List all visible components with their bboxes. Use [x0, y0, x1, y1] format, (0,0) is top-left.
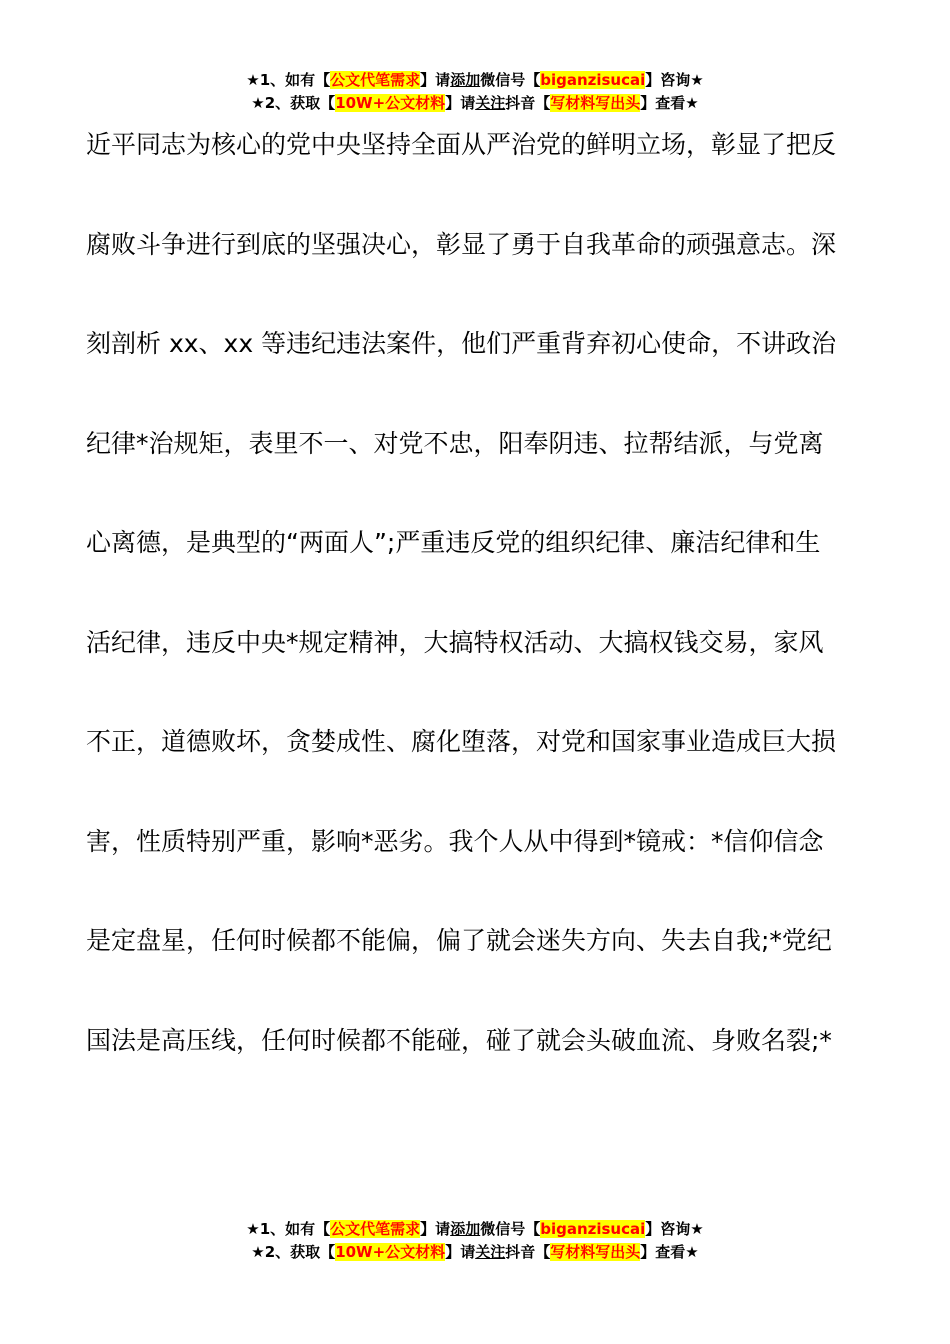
- body-line: 心离德，是典型的“两面人”;严重违反党的组织纪律、廉洁纪律和生: [86, 528, 821, 557]
- body-line: 害，性质特别严重，影响*恶劣。我个人从中得到*镜戒：*信仰信念: [86, 826, 824, 856]
- body-line: 腐败斗争进行到底的坚强决心，彰显了勇于自我革命的顽强意志。深: [86, 229, 837, 259]
- footer-line-2-mid2: 抖音【: [505, 1243, 551, 1261]
- header-line-2-mid: 】请: [445, 94, 476, 112]
- header-line-1-suffix: 】咨询★: [645, 71, 704, 89]
- body-line: 近平同志为核心的党中央坚持全面从严治党的鲜明立场，彰显了把反: [86, 130, 837, 159]
- footer-line-2-prefix: ★2、获取【: [251, 1243, 336, 1261]
- add-underlined-text: 添加: [450, 1220, 481, 1238]
- body-line: 不正，道德败坏，贪婪成性、腐化堕落，对党和国家事业造成巨大损: [86, 727, 837, 756]
- header-line-2: [0, 92, 950, 115]
- body-line: 国法是高压线，任何时候都不能碰，碰了就会头破血流、身败名裂;*: [86, 1025, 832, 1055]
- footer-line-1-suffix: 】咨询★: [645, 1220, 704, 1238]
- wechat-id-highlight: biganzisucai: [540, 71, 646, 89]
- service-request-highlight: 公文代笔需求: [330, 71, 421, 89]
- materials-highlight: 10W+公文材料: [335, 94, 446, 112]
- body-line: 纪律*治规矩，表里不一、对党不忠，阳奉阴违、拉帮结派，与党离: [86, 428, 824, 458]
- follow-underlined-text: 关注: [475, 94, 506, 112]
- header-line-1-prefix: ★1、如有【: [246, 71, 331, 89]
- footer-line-2-mid: 】请: [445, 1243, 476, 1261]
- footer-line-1-mid: 】请: [420, 1220, 451, 1238]
- footer-banner: [0, 1218, 950, 1264]
- douyin-account-highlight: 写材料写出头: [550, 1243, 641, 1261]
- materials-highlight: 10W+公文材料: [335, 1243, 446, 1261]
- body-line: 活纪律，违反中央*规定精神，大搞特权活动、大搞权钱交易，家风: [86, 627, 824, 657]
- follow-underlined-text: 关注: [475, 1243, 506, 1261]
- footer-line-1: [0, 1218, 950, 1241]
- header-line-2-prefix: ★2、获取【: [251, 94, 336, 112]
- add-underlined-text: 添加: [450, 71, 481, 89]
- header-line-1: [0, 69, 950, 92]
- footer-line-2: [0, 1241, 950, 1264]
- header-line-1-mid2: 微信号【: [480, 71, 541, 89]
- footer-line-1-prefix: ★1、如有【: [246, 1220, 331, 1238]
- douyin-account-highlight: 写材料写出头: [550, 94, 641, 112]
- body-line: 刻剖析 xx、xx 等违纪违法案件，他们严重背弃初心使命，不讲政治: [86, 329, 837, 358]
- header-line-2-mid2: 抖音【: [505, 94, 551, 112]
- header-line-2-suffix: 】查看★: [640, 94, 699, 112]
- footer-line-2-suffix: 】查看★: [640, 1243, 699, 1261]
- footer-line-1-mid2: 微信号【: [480, 1220, 541, 1238]
- wechat-id-highlight: biganzisucai: [540, 1220, 646, 1238]
- header-banner: [0, 69, 950, 115]
- document-body: [86, 118, 876, 1113]
- header-line-1-mid: 】请: [420, 71, 451, 89]
- body-line: 是定盘星，任何时候都不能偏，偏了就会迷失方向、失去自我;*党纪: [86, 926, 832, 955]
- service-request-highlight: 公文代笔需求: [330, 1220, 421, 1238]
